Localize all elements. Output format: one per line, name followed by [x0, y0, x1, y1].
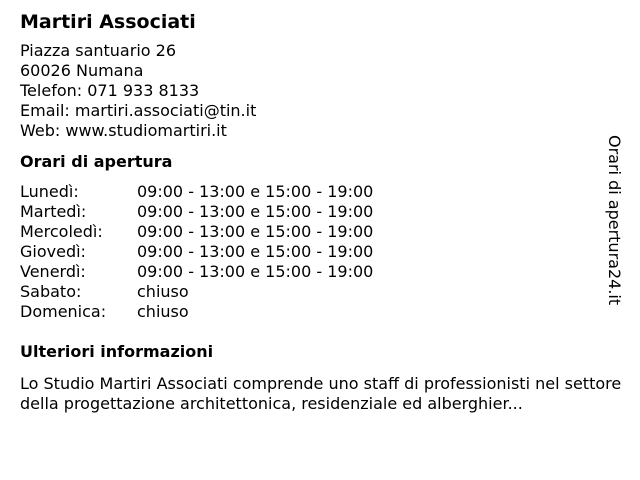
- phone-line: Telefon: 071 933 8133: [20, 81, 200, 100]
- hours-row-wednesday: [20, 222, 620, 242]
- web-line: Web: www.studiomartiri.it: [20, 121, 227, 140]
- hours-day: Venerdì:: [20, 262, 86, 281]
- hours-day: Mercoledì:: [20, 222, 103, 241]
- hours-time: 09:00 - 13:00 e 15:00 - 19:00: [137, 202, 374, 221]
- opening-hours-table: [20, 182, 620, 322]
- address-line: Piazza santuario 26: [20, 41, 176, 60]
- hours-day: Martedì:: [20, 202, 87, 221]
- business-card: [20, 10, 620, 414]
- brand-watermark: Orari di apertura24.it: [605, 135, 624, 306]
- business-name: Martiri Associati: [20, 11, 196, 33]
- hours-time: 09:00 - 13:00 e 15:00 - 19:00: [137, 182, 374, 201]
- hours-day: Giovedì:: [20, 242, 86, 261]
- additional-info-title: Ulteriori informazioni: [20, 342, 214, 361]
- hours-row-sunday: [20, 302, 620, 322]
- hours-row-monday: [20, 182, 620, 202]
- hours-time: 09:00 - 13:00 e 15:00 - 19:00: [137, 222, 374, 241]
- hours-time: 09:00 - 13:00 e 15:00 - 19:00: [137, 262, 374, 281]
- hours-row-saturday: [20, 282, 620, 302]
- additional-info-text: Lo Studio Martiri Associati comprende uno staff di professionisti nel settore della progettazione architettonica, residenziale ed alberghier...: [20, 374, 622, 413]
- opening-hours-title: Orari di apertura: [20, 152, 173, 171]
- hours-row-friday: [20, 262, 620, 282]
- hours-time: 09:00 - 13:00 e 15:00 - 19:00: [137, 242, 374, 261]
- hours-day: Sabato:: [20, 282, 82, 301]
- hours-time: chiuso: [137, 302, 189, 321]
- additional-info-section: [20, 342, 620, 414]
- hours-day: Domenica:: [20, 302, 107, 321]
- opening-hours-section: [20, 152, 620, 322]
- email-line: Email: martiri.associati@tin.it: [20, 101, 257, 120]
- hours-row-tuesday: [20, 202, 620, 222]
- hours-time: chiuso: [137, 282, 189, 301]
- city-line: 60026 Numana: [20, 61, 144, 80]
- hours-row-thursday: [20, 242, 620, 262]
- hours-day: Lunedì:: [20, 182, 79, 201]
